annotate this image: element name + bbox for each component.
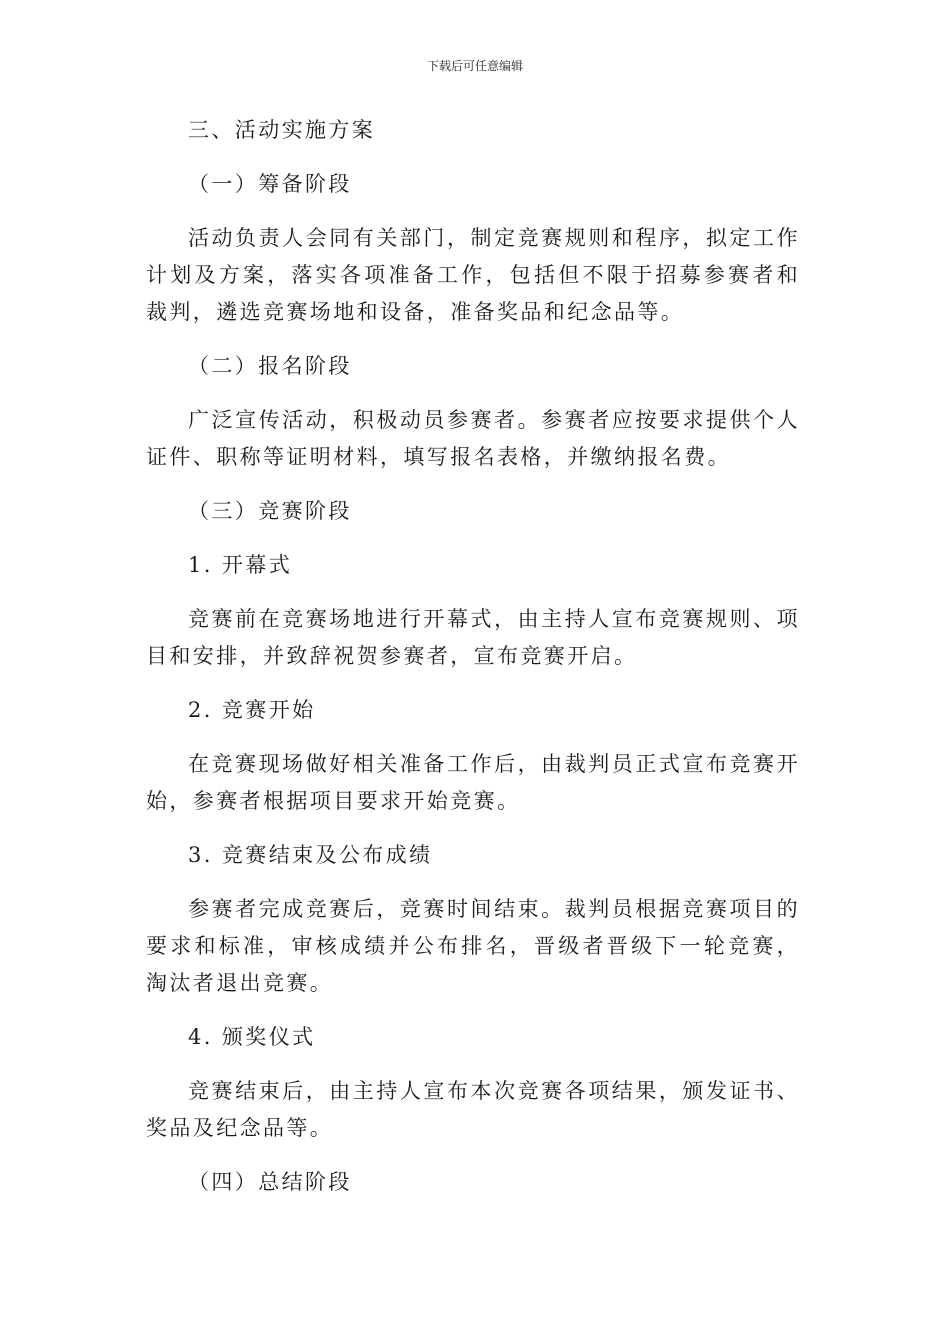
document-body [146, 112, 800, 1218]
item-2-title: 2. 竞赛开始 [188, 698, 316, 722]
item-3-paragraph: 参赛者完成竞赛后，竞赛时间结束。裁判员根据竞赛项目的要求和标准，审核成绩并公布排名，晋级者晋级下一轮竞赛，淘汰者退出竞赛。 [146, 897, 800, 995]
item-3-title: 3. 竞赛结束及公布成绩 [188, 843, 433, 867]
stage-4-title: （四）总结阶段 [188, 1170, 352, 1194]
stage-3-title: （三）竞赛阶段 [188, 499, 352, 523]
section-title: 三、活动实施方案 [188, 118, 376, 142]
item-4-title: 4. 颁奖仪式 [188, 1025, 316, 1049]
item-1-title: 1. 开幕式 [188, 553, 293, 577]
header-note: 下载后可任意编辑 [426, 59, 523, 73]
item-4-paragraph: 竞赛结束后，由主持人宣布本次竞赛各项结果，颁发证书、奖品及纪念品等。 [146, 1079, 800, 1140]
stage-2-paragraph: 广泛宣传活动，积极动员参赛者。参赛者应按要求提供个人证件、职称等证明材料，填写报名表格，并缴纳报名费。 [146, 408, 800, 469]
item-2-paragraph: 在竞赛现场做好相关准备工作后，由裁判员正式宣布竞赛开始，参赛者根据项目要求开始竞赛。 [146, 752, 800, 813]
stage-1-paragraph: 活动负责人会同有关部门，制定竞赛规则和程序，拟定工作计划及方案，落实各项准备工作，包括但不限于招募参赛者和裁判，遴选竞赛场地和设备，准备奖品和纪念品等。 [146, 226, 800, 324]
item-1-paragraph: 竞赛前在竞赛场地进行开幕式，由主持人宣布竞赛规则、项目和安排，并致辞祝贺参赛者，宣布竞赛开启。 [146, 607, 800, 668]
stage-1-title: （一）筹备阶段 [188, 172, 352, 196]
stage-2-title: （二）报名阶段 [188, 354, 352, 378]
